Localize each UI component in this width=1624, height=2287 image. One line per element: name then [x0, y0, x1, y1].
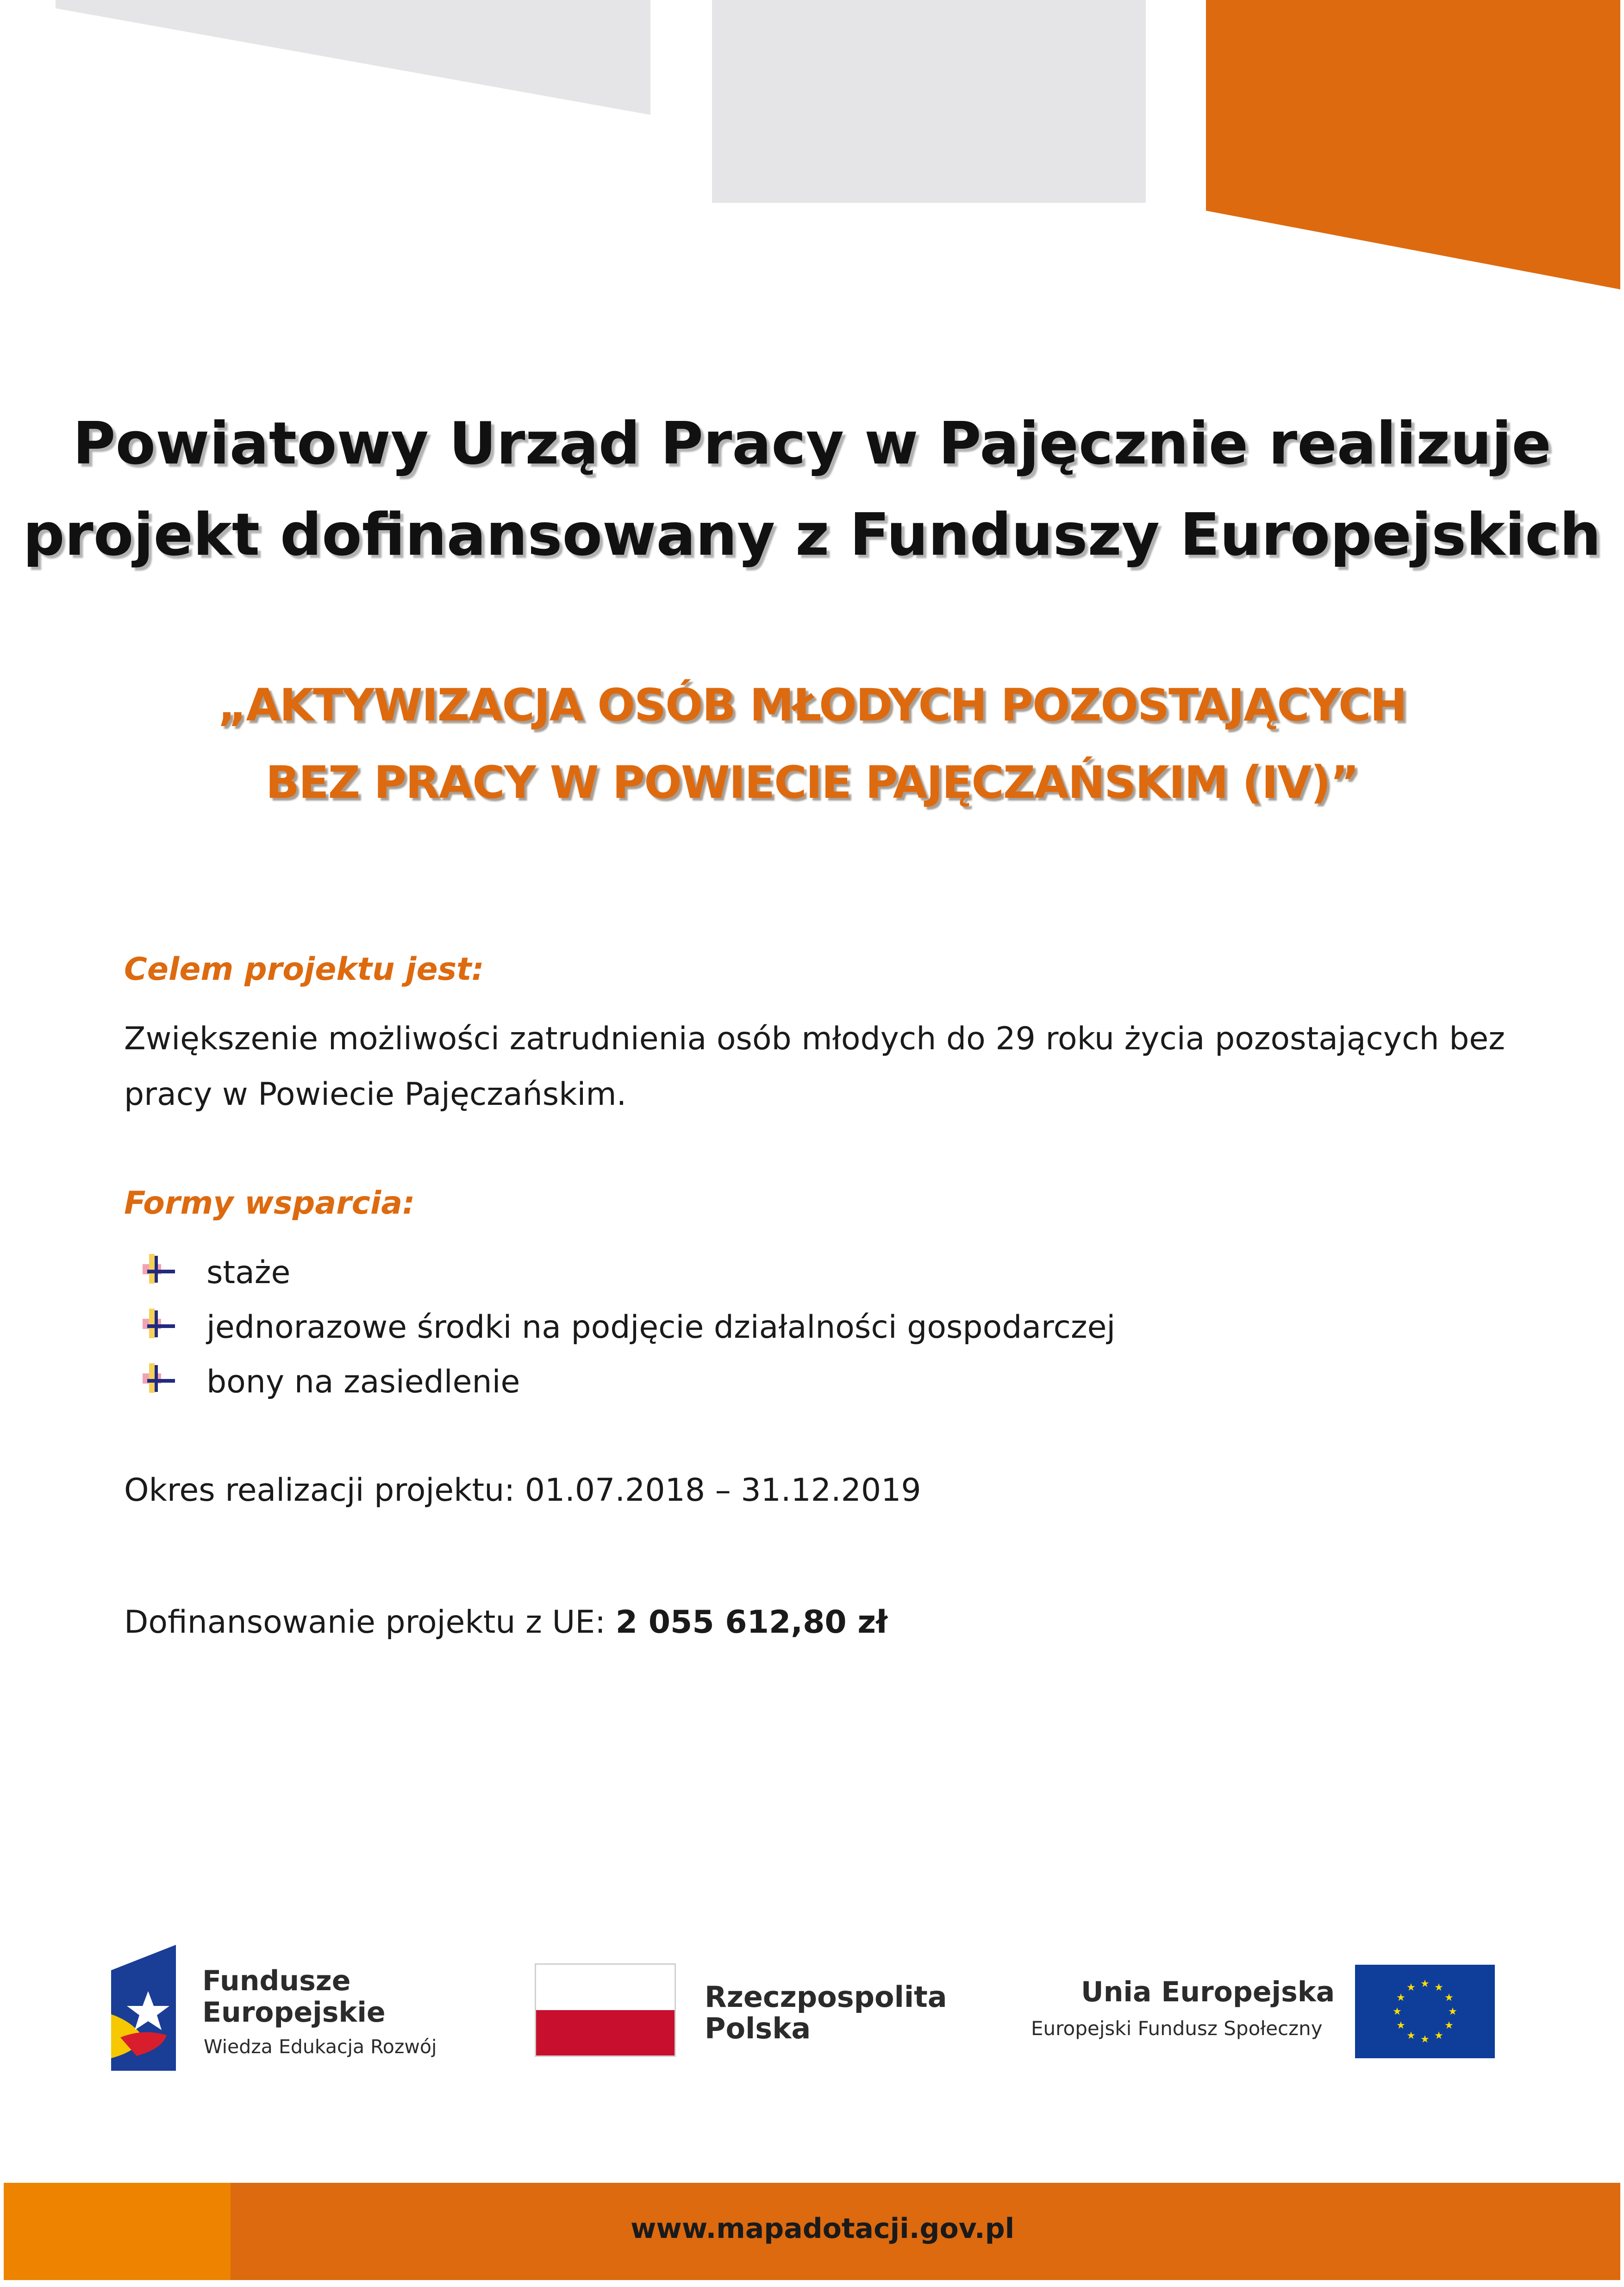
project-name-line-2: BEZ PRACY W POWIECIE PAJĘCZAŃSKIM (IV)” [265, 757, 1359, 808]
goal-text-line-2: pracy w Powiecie Pajęczańskim. [124, 1076, 627, 1113]
svg-text:★: ★ [1434, 1982, 1443, 1993]
funding-label: Dofinansowanie projektu z UE: [124, 1604, 616, 1641]
support-item: jednorazowe środki na podjęcie działalności gospodarczej [206, 1309, 1116, 1346]
project-period: Okres realizacji projektu: 01.07.2018 – 31.12.2019 [124, 1472, 921, 1509]
page-title-line-2: projekt dofinansowany z Funduszy Europejskich [23, 501, 1601, 569]
cross-bullet-icon [139, 1360, 176, 1397]
cross-bullet-icon [139, 1250, 176, 1287]
page-title-line-1: Powiatowy Urząd Pracy w Pajęcznie realizuje [73, 409, 1551, 477]
support-item: bony na zasiedlenie [206, 1364, 520, 1400]
footer-url-link[interactable]: www.mapadotacji.gov.pl [631, 2212, 1015, 2245]
svg-text:★: ★ [1406, 1982, 1416, 1993]
svg-text:★: ★ [1396, 2020, 1405, 2031]
fe-logo-line-3: Wiedza Edukacja Rozwój [204, 2036, 437, 2058]
gray-shape-left [56, 0, 650, 115]
goal-label: Celem projektu jest: [124, 951, 484, 988]
funding-amount: 2 055 612,80 zł [615, 1604, 888, 1641]
eu-flag-icon [1355, 1965, 1495, 2058]
svg-text:★: ★ [1420, 2034, 1430, 2045]
svg-text:★: ★ [1420, 1978, 1430, 1990]
funds-europe-star-icon [111, 1945, 208, 2071]
polish-flag-icon [535, 1963, 676, 2057]
svg-text:★: ★ [1444, 2020, 1454, 2031]
rp-logo-line-1: Rzeczpospolita [705, 1980, 947, 2014]
fe-logo-line-2: Europejskie [202, 1996, 386, 2029]
header-decoration [0, 0, 1624, 296]
orange-shape [1206, 0, 1620, 289]
svg-text:★: ★ [1434, 2030, 1443, 2042]
goal-text-line-1: Zwiększenie możliwości zatrudnienia osób młodych do 29 roku życia pozostających bez [124, 1021, 1505, 1057]
gray-shape-right [712, 0, 1146, 203]
ue-logo-line-1: Unia Europejska [1081, 1976, 1335, 2008]
fe-logo-line-1: Fundusze [202, 1965, 351, 1997]
svg-text:★: ★ [1396, 1992, 1405, 2004]
ue-logo-line-2: Europejski Fundusz Społeczny [1031, 2017, 1323, 2040]
cross-bullet-icon [139, 1305, 176, 1342]
svg-text:★: ★ [1406, 2030, 1416, 2042]
svg-text:★: ★ [1444, 1992, 1454, 2004]
svg-text:★: ★ [1448, 2006, 1457, 2018]
rp-logo-line-2: Polska [705, 2011, 811, 2045]
svg-text:★: ★ [1393, 2006, 1402, 2018]
support-label: Formy wsparcia: [124, 1185, 415, 1222]
funding-line [124, 1604, 888, 1641]
support-item: staże [206, 1254, 291, 1291]
project-name-line-1: „AKTYWIZACJA OSÓB MŁODYCH POZOSTAJĄCYCH [218, 679, 1406, 731]
